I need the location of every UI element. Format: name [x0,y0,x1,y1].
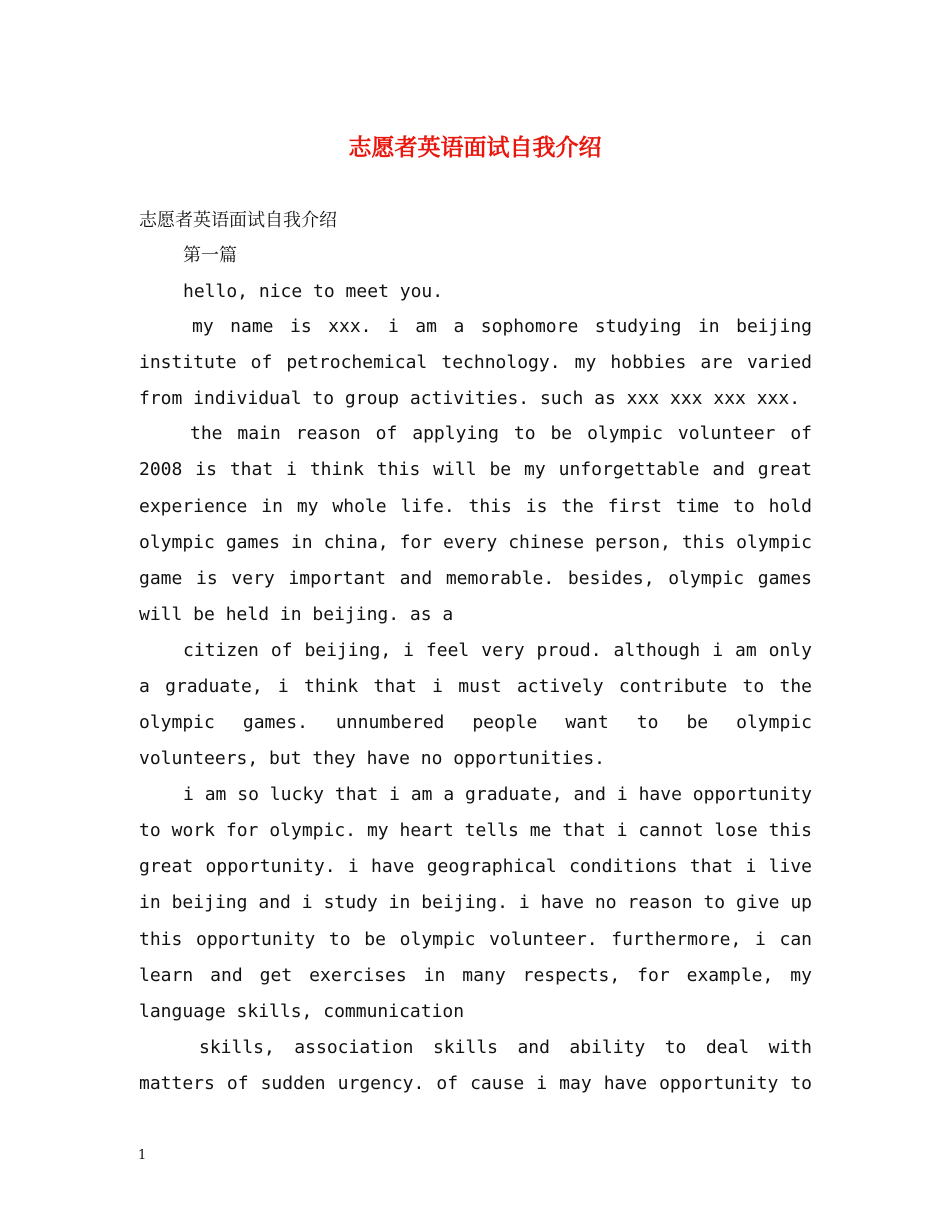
text-line: from individual to group activities. such as xxx xxx xxx xxx. [139,388,801,409]
text-line: a graduate, i think that i must actively contribute to the [139,676,812,697]
text-line: volunteers, but they have no opportunities. [139,748,605,769]
text-line: matters of sudden urgency. of cause i may have opportunity to [139,1073,812,1094]
text-line: this opportunity to be olympic volunteer. furthermore, i can [139,929,812,950]
text-line: game is very important and memorable. besides, olympic games [139,568,812,589]
document-title: 志愿者英语面试自我介绍 [348,134,602,161]
text-line: language skills, communication [139,1001,465,1022]
document-subtitle: 志愿者英语面试自我介绍 [139,210,337,231]
text-line: i am so lucky that i am a graduate, and i have opportunity [183,784,812,805]
text-line: to work for olympic. my heart tells me that i cannot lose this [139,820,812,841]
page-number: 1 [138,1148,147,1163]
text-line: the main reason of applying to be olympic volunteer of [190,423,812,444]
text-line: great opportunity. i have geographical conditions that i live [139,856,812,877]
text-line: experience in my whole life. this is the first time to hold [139,496,812,517]
text-line: learn and get exercises in many respects, for example, my [139,965,812,986]
text-line: will be held in beijing. as a [139,604,454,625]
text-line: citizen of beijing, i feel very proud. although i am only [183,640,812,661]
text-line: my name is xxx. i am a sophomore studying in beijing [192,316,812,337]
text-line: institute of petrochemical technology. my hobbies are varied [139,352,812,373]
text-line: olympic games in china, for every chinese person, this olympic [139,532,812,553]
text-line: in beijing and i study in beijing. i have no reason to give up [139,892,812,913]
text-line: skills, association skills and ability to deal with [199,1037,812,1058]
text-line: 2008 is that i think this will be my unforgettable and great [139,459,812,480]
section-heading: 第一篇 [183,245,237,266]
text-line: olympic games. unnumbered people want to be olympic [139,712,812,733]
text-line: hello, nice to meet you. [183,281,444,302]
